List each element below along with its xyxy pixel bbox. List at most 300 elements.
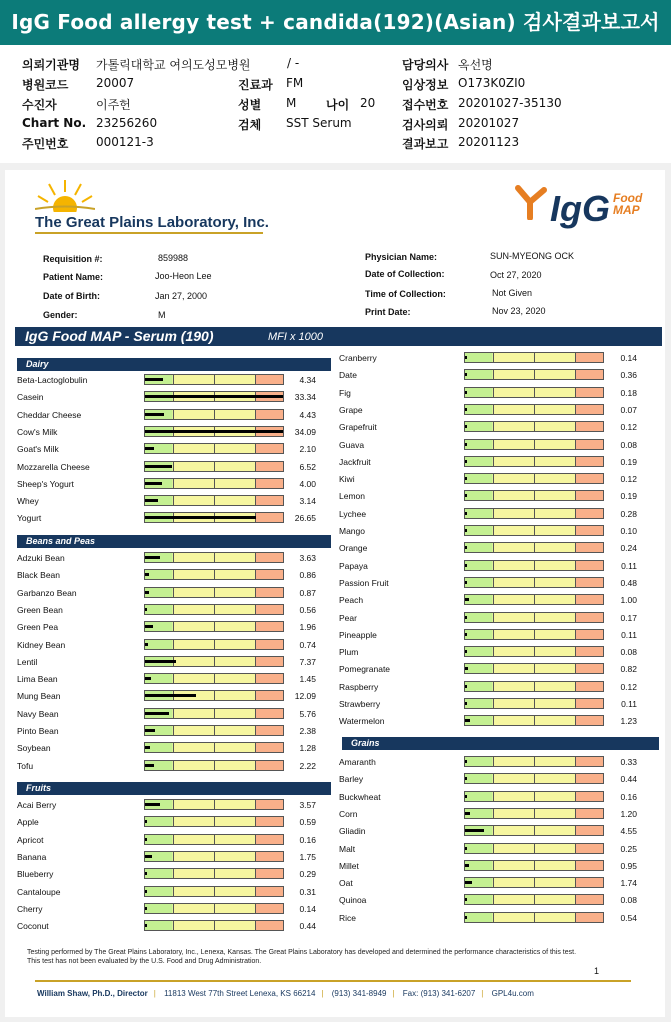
food-name: Grapefruit (339, 422, 377, 432)
food-name: Mozzarella Cheese (17, 462, 90, 472)
food-value: 6.52 (299, 462, 316, 472)
food-name: Kidney Bean (17, 640, 66, 650)
food-value: 1.74 (620, 878, 637, 888)
food-level-mark (145, 907, 147, 910)
food-result-bar (464, 456, 604, 467)
food-value: 0.29 (299, 869, 316, 879)
food-result-bar (464, 860, 604, 871)
food-name: Blueberry (17, 869, 54, 879)
food-value: 0.12 (620, 682, 637, 692)
food-level-mark (145, 430, 283, 433)
department-label: 진료과 (238, 78, 273, 92)
footer-fax: Fax: (913) 341-6207 (402, 989, 476, 998)
food-name: Oat (339, 878, 353, 888)
food-name: Millet (339, 861, 359, 871)
physician-label: Physician Name: (365, 252, 438, 262)
food-value: 26.65 (294, 513, 316, 523)
food-level-mark (145, 625, 153, 628)
age-value: 20 (360, 96, 376, 110)
food-result-bar (144, 552, 284, 563)
antibody-icon (510, 180, 550, 220)
category-header-fruits_left: Fruits (17, 782, 331, 795)
food-level-mark (465, 391, 467, 394)
food-level-mark (465, 425, 467, 428)
food-value: 3.63 (299, 553, 316, 563)
food-name: Raspberry (339, 682, 379, 692)
food-value: 0.87 (299, 588, 316, 598)
food-value: 0.12 (620, 422, 637, 432)
food-name: Yogurt (17, 513, 42, 523)
food-value: 3.14 (299, 496, 316, 506)
food-result-bar (464, 756, 604, 767)
food-result-bar (144, 374, 284, 385)
patient-name-value: Joo-Heon Lee (155, 271, 212, 281)
igg-brand-sub: Food MAP (613, 191, 643, 217)
food-result-bar (144, 673, 284, 684)
collection-time-label: Time of Collection: (365, 289, 446, 299)
food-level-mark (145, 660, 176, 663)
food-value: 0.86 (299, 570, 316, 580)
food-result-bar (144, 920, 284, 931)
collector-label: 수진자 (22, 98, 57, 112)
food-value: 0.19 (620, 457, 637, 467)
food-name: Pinto Bean (17, 726, 59, 736)
food-result-bar (144, 587, 284, 598)
food-result-bar (144, 512, 284, 523)
food-level-mark (465, 777, 467, 780)
food-result-bar (144, 725, 284, 736)
collection-time-value: Not Given (492, 288, 533, 298)
clinical-info-label: 임상정보 (402, 78, 449, 92)
food-result-bar (464, 369, 604, 380)
food-level-mark (145, 465, 172, 468)
category-header-beans: Beans and Peas (17, 535, 331, 548)
food-result-bar (464, 439, 604, 450)
lab-report-page (5, 170, 665, 1017)
hospital-code-label: 병원코드 (22, 78, 69, 92)
food-value: 0.28 (620, 509, 637, 519)
food-result-bar (464, 825, 604, 836)
food-name: Date (339, 370, 357, 380)
food-level-mark (465, 760, 467, 763)
food-level-mark (145, 556, 160, 559)
food-name: Strawberry (339, 699, 381, 709)
food-value: 0.12 (620, 474, 637, 484)
print-date-value: Nov 23, 2020 (492, 306, 546, 316)
footer-director: William Shaw, Ph.D., Director (37, 989, 148, 998)
food-name: Tofu (17, 761, 34, 771)
food-result-bar (464, 525, 604, 536)
food-value: 0.95 (620, 861, 637, 871)
food-value: 0.16 (299, 835, 316, 845)
food-result-bar (144, 443, 284, 454)
food-result-bar (464, 912, 604, 923)
food-level-mark (145, 447, 154, 450)
food-level-mark (145, 924, 147, 927)
logo-underline (35, 232, 263, 234)
food-value: 1.45 (299, 674, 316, 684)
food-name: Coconut (17, 921, 49, 931)
food-result-bar (464, 577, 604, 588)
food-result-bar (144, 742, 284, 753)
food-result-bar (464, 508, 604, 519)
food-result-bar (464, 542, 604, 553)
food-name: Grape (339, 405, 363, 415)
doctor-value: 옥선명 (458, 58, 493, 72)
food-name: Green Bean (17, 605, 63, 615)
food-name: Banana (17, 852, 47, 862)
food-level-mark (465, 598, 469, 601)
food-result-bar (464, 791, 604, 802)
food-value: 4.00 (299, 479, 316, 489)
food-level-mark (145, 872, 147, 875)
food-value: 0.07 (620, 405, 637, 415)
sex-label: 성별 (238, 98, 262, 112)
food-value: 0.11 (621, 561, 637, 571)
food-result-bar (144, 708, 284, 719)
food-value: 0.14 (299, 904, 316, 914)
food-name: Black Bean (17, 570, 60, 580)
food-result-bar (144, 478, 284, 489)
receipt-no-value: 20201027-35130 (458, 96, 562, 110)
food-result-bar (464, 877, 604, 888)
food-name: Whey (17, 496, 39, 506)
food-value: 1.28 (299, 743, 316, 753)
receipt-no-label: 접수번호 (402, 98, 449, 112)
food-result-bar (464, 894, 604, 905)
food-level-mark (465, 829, 484, 832)
food-result-bar (464, 473, 604, 484)
food-level-mark (465, 685, 467, 688)
food-name: Malt (339, 844, 356, 854)
food-value: 5.76 (299, 709, 316, 719)
food-result-bar (144, 409, 284, 420)
food-value: 2.22 (299, 761, 316, 771)
food-level-mark (145, 573, 149, 576)
food-level-mark (145, 608, 147, 611)
food-value: 12.09 (294, 691, 316, 701)
food-name: Soybean (17, 743, 51, 753)
korean-header (0, 45, 671, 163)
food-result-bar (144, 621, 284, 632)
food-value: 2.38 (299, 726, 316, 736)
requisition-value: 859988 (158, 253, 189, 263)
food-value: 0.56 (299, 605, 316, 615)
page-number: 1 (594, 966, 600, 976)
food-value: 0.18 (620, 388, 637, 398)
chart-no-value: 23256260 (96, 116, 158, 130)
gender-label: Gender: (43, 310, 78, 320)
food-level-mark (465, 460, 467, 463)
specimen-value: SST Serum (286, 116, 352, 130)
food-name: Sheep's Yogurt (17, 479, 74, 489)
food-value: 34.09 (294, 427, 316, 437)
physician-value: SUN-MYEONG OCK (490, 251, 575, 261)
food-name: Green Pea (17, 622, 59, 632)
food-result-bar (464, 715, 604, 726)
food-name: Gliadin (339, 826, 366, 836)
section-unit: MFI x 1000 (268, 331, 324, 343)
food-value: 3.57 (299, 800, 316, 810)
food-level-mark (465, 616, 467, 619)
food-level-mark (465, 864, 469, 867)
footer-divider (35, 980, 631, 982)
age-label: 나이 (326, 98, 350, 112)
food-result-bar (464, 560, 604, 571)
institution-ward-value: / - (287, 56, 300, 70)
food-value: 1.20 (620, 809, 637, 819)
food-name: Quinoa (339, 895, 367, 905)
clinical-info-value: O173K0ZI0 (458, 76, 526, 90)
food-name: Watermelon (339, 716, 385, 726)
food-name: Passion Fruit (339, 578, 389, 588)
food-level-mark (465, 847, 467, 850)
food-value: 0.74 (299, 640, 316, 650)
food-name: Cranberry (339, 353, 377, 363)
food-level-mark (145, 838, 147, 841)
food-name: Pineapple (339, 630, 377, 640)
food-name: Papaya (339, 561, 368, 571)
report-date-value: 20201123 (458, 135, 520, 149)
footer-address: 11813 West 77th Street Lenexa, KS 66214 (164, 989, 316, 998)
print-date-label: Print Date: (365, 307, 411, 317)
food-result-bar (464, 843, 604, 854)
food-level-mark (145, 694, 196, 697)
food-name: Garbanzo Bean (17, 588, 77, 598)
food-name: Fig (339, 388, 351, 398)
food-value: 0.54 (620, 913, 637, 923)
food-result-bar (464, 612, 604, 623)
food-result-bar (144, 851, 284, 862)
food-value: 0.31 (299, 887, 316, 897)
report-date-label: 결과보고 (402, 137, 449, 151)
category-header-dairy: Dairy (17, 358, 331, 371)
food-result-bar (464, 404, 604, 415)
food-name: Cantaloupe (17, 887, 61, 897)
food-level-mark (145, 482, 162, 485)
requisition-label: Requisition #: (43, 254, 103, 264)
food-name: Apple (17, 817, 39, 827)
food-value: 4.43 (299, 410, 316, 420)
footer-phone: (913) 341-8949 (331, 989, 387, 998)
specimen-label: 검체 (238, 118, 262, 132)
food-value: 1.00 (620, 595, 637, 605)
food-result-bar (464, 698, 604, 709)
collection-date-value: Oct 27, 2020 (490, 270, 542, 280)
food-value: 2.10 (299, 444, 316, 454)
food-result-bar (464, 594, 604, 605)
food-level-mark (465, 898, 467, 901)
food-result-bar (464, 663, 604, 674)
food-result-bar (144, 760, 284, 771)
food-name: Rice (339, 913, 357, 923)
food-result-bar (144, 461, 284, 472)
report-title: IgG Food allergy test + candida(192)(Asian) 검사결과보고서 (0, 0, 671, 45)
food-level-mark (465, 812, 470, 815)
food-level-mark (465, 795, 467, 798)
food-result-bar (144, 886, 284, 897)
food-level-mark (145, 378, 163, 381)
gender-value: M (158, 310, 166, 320)
food-value: 33.34 (294, 392, 316, 402)
food-level-mark (465, 373, 467, 376)
food-level-mark (145, 746, 150, 749)
food-name: Casein (17, 392, 44, 402)
food-level-mark (465, 650, 467, 653)
food-level-mark (145, 591, 149, 594)
food-value: 0.36 (620, 370, 637, 380)
food-value: 0.17 (620, 613, 637, 623)
food-level-mark (465, 667, 468, 670)
food-name: Plum (339, 647, 359, 657)
food-result-bar (144, 639, 284, 650)
footer-web: GPL4u.com (491, 989, 534, 998)
food-result-bar (464, 629, 604, 640)
food-value: 0.25 (620, 844, 637, 854)
patient-name-label: Patient Name: (43, 272, 104, 282)
food-name: Lemon (339, 491, 365, 501)
food-level-mark (465, 546, 467, 549)
dob-label: Date of Birth: (43, 291, 100, 301)
food-value: 0.24 (620, 543, 637, 553)
food-name: Buckwheat (339, 792, 381, 802)
collection-date-label: Date of Collection: (365, 269, 445, 279)
sun-logo-icon (35, 178, 95, 212)
food-value: 0.59 (299, 817, 316, 827)
food-name: Kiwi (339, 474, 355, 484)
food-result-bar (464, 490, 604, 501)
food-level-mark (465, 719, 470, 722)
food-value: 0.48 (620, 578, 637, 588)
food-result-bar (144, 816, 284, 827)
food-name: Lima Bean (17, 674, 58, 684)
food-level-mark (145, 820, 147, 823)
food-level-mark (465, 702, 467, 705)
food-level-mark (465, 356, 467, 359)
food-level-mark (145, 764, 154, 767)
food-level-mark (465, 564, 467, 567)
food-value: 0.11 (621, 699, 637, 709)
food-result-bar (464, 808, 604, 819)
food-result-bar (144, 690, 284, 701)
food-result-bar (144, 426, 284, 437)
lab-name: The Great Plains Laboratory, Inc. (35, 214, 269, 231)
food-name: Goat's Milk (17, 444, 59, 454)
food-result-bar (144, 656, 284, 667)
food-level-mark (145, 890, 147, 893)
food-name: Barley (339, 774, 364, 784)
food-result-bar (144, 604, 284, 615)
food-level-mark (145, 499, 158, 502)
food-value: 4.55 (620, 826, 637, 836)
food-value: 1.96 (299, 622, 316, 632)
food-result-bar (144, 569, 284, 580)
test-request-label: 검사의뢰 (402, 118, 449, 132)
department-value: FM (286, 76, 304, 90)
food-level-mark (465, 633, 467, 636)
lab-footer: William Shaw, Ph.D., Director | 11813 West 77th Street Lenexa, KS 66214 | (913) 341-8949 | Fax: (913) 341-6207 | GPL4u.com (37, 989, 534, 998)
food-level-mark (145, 677, 151, 680)
food-result-bar (144, 391, 284, 402)
food-result-bar (144, 495, 284, 506)
food-value: 0.08 (620, 647, 637, 657)
food-value: 0.19 (620, 491, 637, 501)
igg-brand: IgG (550, 188, 610, 229)
food-name: Mung Bean (17, 691, 61, 701)
food-level-mark (465, 529, 467, 532)
food-result-bar (464, 387, 604, 398)
food-level-mark (465, 881, 472, 884)
food-value: 7.37 (299, 657, 316, 667)
food-result-bar (464, 773, 604, 784)
test-request-value: 20201027 (458, 116, 520, 130)
sex-value: M (286, 96, 297, 110)
food-result-bar (464, 646, 604, 657)
food-result-bar (464, 352, 604, 363)
food-level-mark (465, 581, 467, 584)
food-name: Beta-Lactoglobulin (17, 375, 88, 385)
food-name: Cherry (17, 904, 43, 914)
food-value: 0.08 (620, 440, 637, 450)
food-level-mark (145, 855, 152, 858)
food-result-bar (144, 799, 284, 810)
food-level-mark (145, 729, 155, 732)
resident-no-value: 000121-3 (96, 135, 154, 149)
food-value: 1.75 (299, 852, 316, 862)
food-name: Apricot (17, 835, 44, 845)
food-value: 1.23 (620, 716, 637, 726)
food-name: Guava (339, 440, 365, 450)
food-value: 0.44 (299, 921, 316, 931)
food-name: Orange (339, 543, 368, 553)
food-level-mark (145, 395, 283, 398)
chart-no-label: Chart No. (22, 116, 87, 130)
food-result-bar (144, 868, 284, 879)
food-name: Cheddar Cheese (17, 410, 82, 420)
food-level-mark (465, 408, 467, 411)
food-level-mark (465, 512, 467, 515)
food-value: 0.82 (620, 664, 637, 674)
food-level-mark (465, 916, 467, 919)
food-value: 0.08 (620, 895, 637, 905)
institution-label: 의뢰기관명 (22, 58, 80, 72)
disclaimer: Testing performed by The Great Plains Laboratory, Inc., Lenexa, Kansas. The Great Plains Laboratory has developed and determined the performance characteristics of this test. This test has not been evaluated by the U.S. Food and Drug Administration. (27, 949, 577, 965)
food-name: Pear (339, 613, 357, 623)
food-name: Mango (339, 526, 365, 536)
doctor-label: 담당의사 (402, 58, 449, 72)
food-name: Lentil (17, 657, 38, 667)
food-name: Corn (339, 809, 358, 819)
food-result-bar (464, 681, 604, 692)
food-level-mark (145, 712, 169, 715)
food-result-bar (144, 834, 284, 845)
resident-no-label: 주민번호 (22, 137, 69, 151)
food-name: Navy Bean (17, 709, 59, 719)
food-name: Peach (339, 595, 364, 605)
food-value: 0.33 (620, 757, 637, 767)
food-name: Amaranth (339, 757, 376, 767)
food-level-mark (465, 477, 467, 480)
food-value: 0.14 (620, 353, 637, 363)
food-result-bar (144, 903, 284, 914)
food-name: Cow's Milk (17, 427, 58, 437)
food-level-mark (145, 516, 256, 519)
food-value: 0.10 (620, 526, 637, 536)
food-level-mark (465, 494, 467, 497)
food-value: 0.44 (620, 774, 637, 784)
collector-value: 이주헌 (96, 98, 131, 112)
food-level-mark (145, 803, 160, 806)
